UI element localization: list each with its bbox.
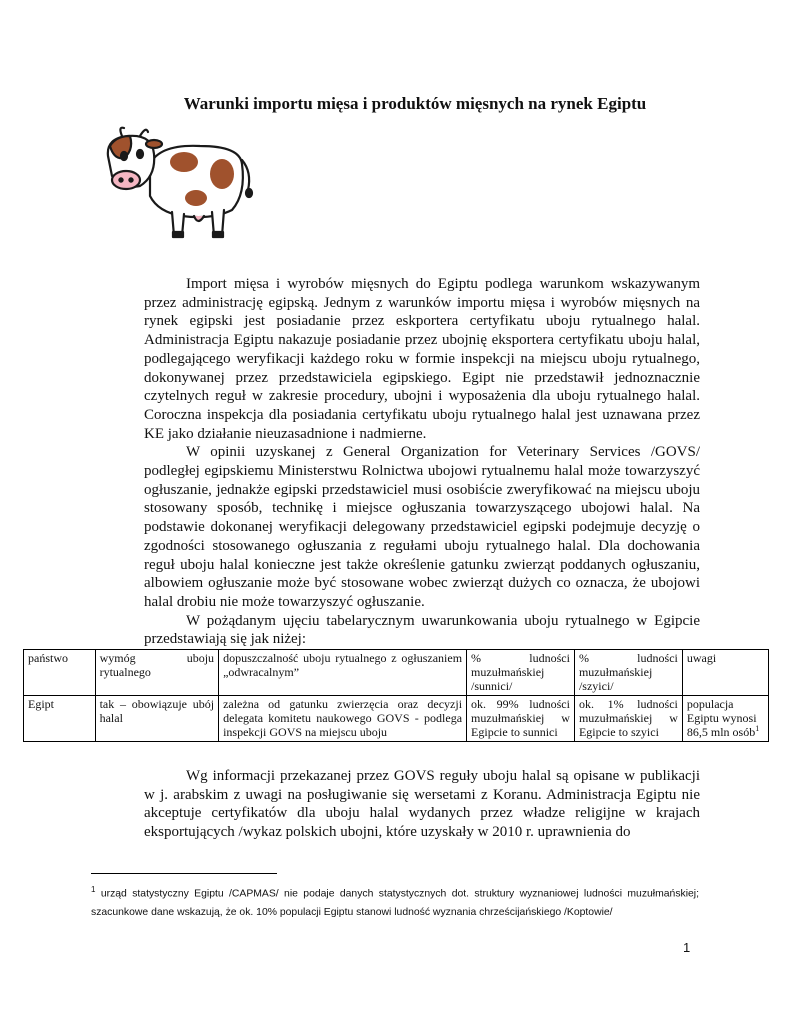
paragraph: Import mięsa i wyrobów mięsnych do Egiptu podlega warunkom wskazywanym przez administrację egipską. Jednym z warunków importu mięsa i wyrobów mięsnych na rynek egipski jest posiadanie przez eskportera certyfikatu uboju rytualnego halal. Administracja Egiptu nakazuje posiadanie przez ubojnię eksportera certyfikatu uboju halal, podlegającego weryfikacji każdego roku w formie inspekcji na miejscu uboju rytualnego, dokonywanej przez przedstawiciela egipskiego. Egipt nie przedstawił jednoznacznie czytelnych reguł w zakresie procedury, ubojni i wyposażenia dla uboju rytualnego halal. Coroczna inspekcja dla posiadania certyfikatu uboju rytualnego halal jest uznawana przez KE jako działanie nieuzasadnione i nadmierne. <box>144 276 700 442</box>
table-cell <box>682 696 768 742</box>
table-cell: ok. 99% ludności muzułmańskiej w Egipcie to sunnici <box>467 696 575 742</box>
table-row <box>24 696 769 742</box>
body-text-bottom <box>144 767 700 842</box>
table-cell: wymóg uboju rytualnego <box>95 650 218 696</box>
footnote-text: urząd statystyczny Egiptu /CAPMAS/ nie podaje danych statystycznych dot. struktury wyznaniowej ludności muzułmańskiej; szacunkowe dane wskazują, że ok. 10% populacji Egiptu stanowi ludność wyznania chrześcijańskiego /Koptowie/ <box>91 888 700 919</box>
page-number: 1 <box>683 940 691 955</box>
footnote-reference[interactable]: 1 <box>755 724 760 733</box>
paragraph: Wg informacji przekazanej przez GOVS reguły uboju halal są opisane w publikacji w j. arabskim z uwagi na posługiwanie się wersetami z Koranu. Administracja Egiptu nie akceptuje certyfikatów dla uboju halal wydanych przez władze religijne w krajach eksportujących /wykaz polskich ubojni, które uzyskały w 2010 r. uprawnienia do <box>144 768 700 841</box>
table-cell: dopuszczalność uboju rytualnego z ogłuszaniem „odwracalnym” <box>219 650 467 696</box>
halal-conditions-table <box>23 649 769 742</box>
cell-text: populacja Egiptu wynosi 86,5 mln osób <box>686 697 757 739</box>
table-cell: tak – obowiązuje ubój halal <box>95 696 218 742</box>
paragraph: W pożądanym ujęciu tabelarycznym uwarunkowania uboju rytualnego w Egipcie przedstawiają się jak niżej: <box>144 612 700 648</box>
document-title: Warunki importu mięsa i produktów mięsnych na rynek Egiptu <box>183 94 647 113</box>
paragraph: W opinii uzyskanej z General Organization for Veterinary Services /GOVS/ podległej egipskiemu Ministerstwu Rolnictwa ubojowi rytualnemu halal może towarzyszyć ogłuszanie, jednakże egipski przedstawiciel musi osobiście zweryfikować na miejscu uboju stosowany sposób, technikę i miejsce ogłuszania towarzyszącego ubojowi halal. Na podstawie dokonanej weryfikacji delegowany przedstawiciel egipski podejmuje decyzję o zgodności stosowanego ogłuszania z regułami uboju rytualnego halal. Dla dochowania reguł uboju halal konieczne jest także określenie gatunku zwierząt poddanych ogłuszaniu, albowiem ogłuszanie może być stosowane wobec zwierząt dużych co oznacza, że ubojowi halal drobiu nie może towarzyszyć ogłuszanie. <box>144 444 700 610</box>
table-cell: uwagi <box>682 650 768 696</box>
body-text-top <box>144 275 700 649</box>
table-cell: zależna od gatunku zwierzęcia oraz decyzji delegata komitetu naukowego GOVS - podlega inspekcji GOVS na miejscu uboju <box>219 696 467 742</box>
table-cell: państwo <box>24 650 96 696</box>
footnote <box>91 880 699 922</box>
table-cell: % ludności muzułmańskiej /sunnici/ <box>467 650 575 696</box>
table-cell: Egipt <box>24 696 96 742</box>
footnote-separator <box>91 873 277 874</box>
table-header-row <box>24 650 769 696</box>
table-cell: ok. 1% ludności muzułmańskiej w Egipcie to szyici <box>574 696 682 742</box>
cow-icon <box>100 124 260 244</box>
table-cell: % ludności muzułmańskiej /szyici/ <box>574 650 682 696</box>
footnote-mark: 1 <box>91 885 96 894</box>
